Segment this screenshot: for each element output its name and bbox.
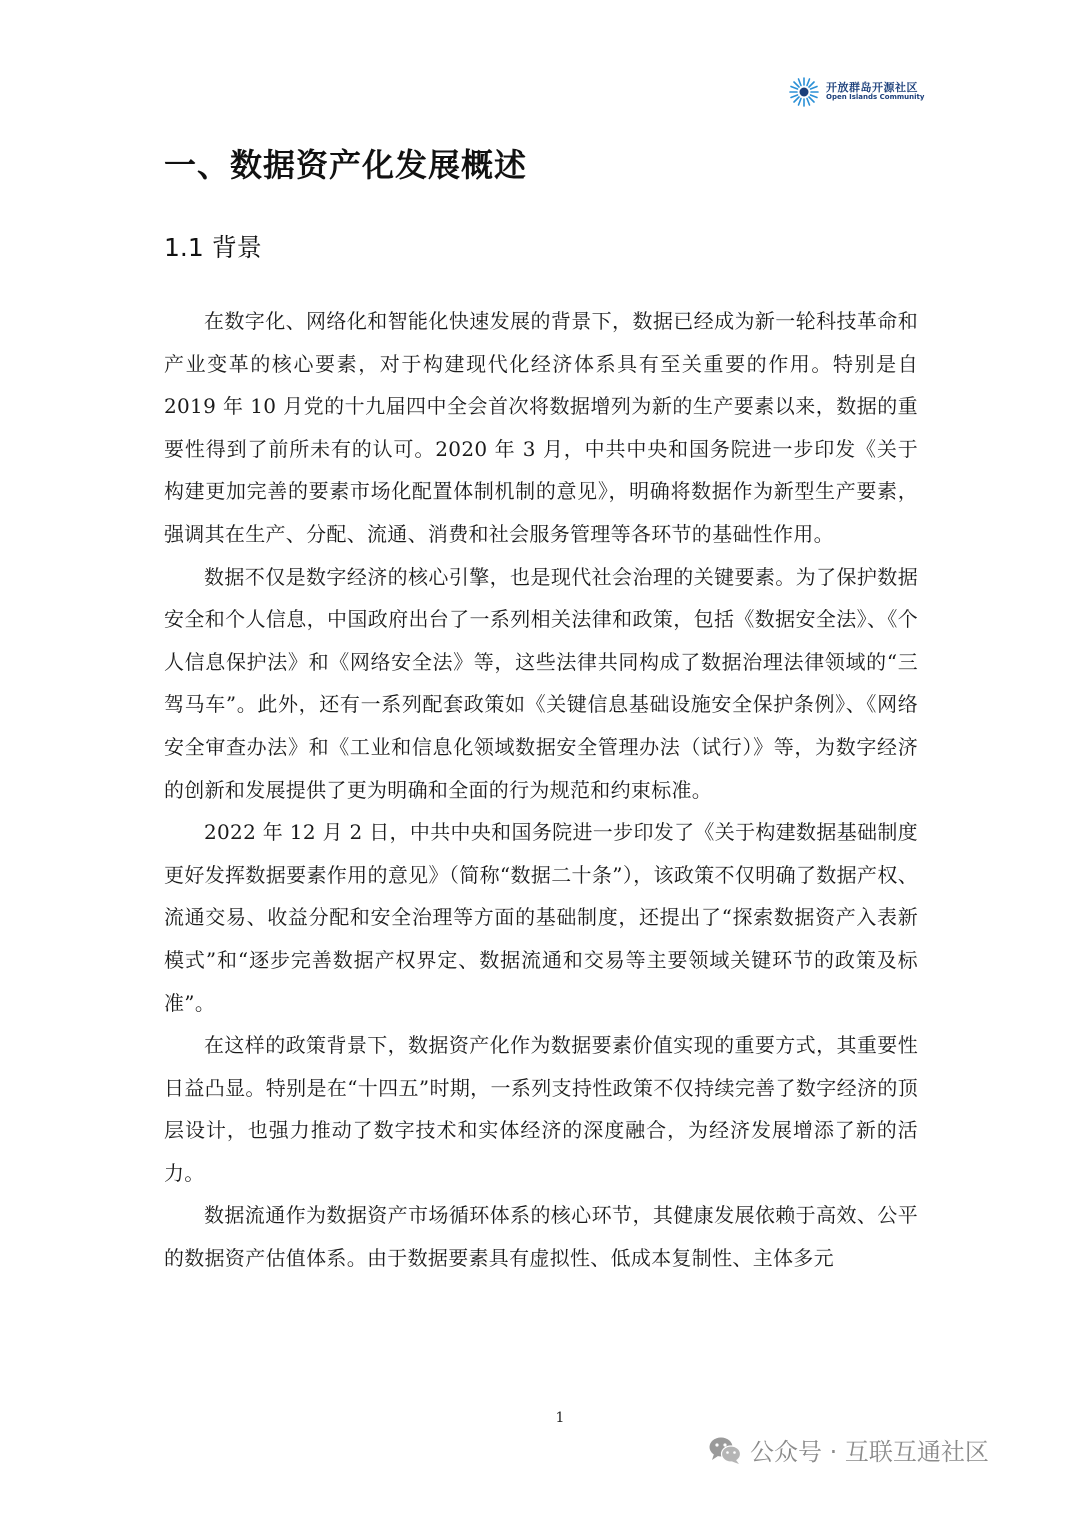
watermark-text: 公众号 · 互联互通社区 [750,1438,989,1466]
paragraph: 在这样的政策背景下，数据资产化作为数据要素价值实现的重要方式，其重要性日益凸显。特别是在“十四五”时期，一系列支持性政策不仅持续完善了数字经济的顶层设计，也强力推动了数字技术和实体经济的深度融合，为经济发展增添了新的活力。 [164,1033,918,1185]
wechat-icon [708,1435,742,1465]
paragraph: 数据流通作为数据资产市场循环体系的核心环节，其健康发展依赖于高效、公平的数据资产估值体系。由于数据要素具有虚拟性、低成本复制性、主体多元 [164,1203,918,1271]
logo-chinese-name: 开放群岛开源社区 [826,81,918,95]
paragraph: 在数字化、网络化和智能化快速发展的背景下，数据已经成为新一轮科技革命和产业变革的核心要素，对于构建现代化经济体系具有至关重要的作用。特别是自 2019 年 10 月党的十九届四中全会首次将数据增列为新的生产要素以来，数据的重要性得到了前所未有的认可。2020 年 3 月，中共中央和国务院进一步印发《关于构建更加完善的要素市场化配置体制机制的意见》，明确将数据作为新型生产要素，强调其在生产、分配、流通、消费和社会服务管理等各环节的基础性作用。 [164,309,918,546]
subsection-heading: 1.1 背景 [164,233,262,262]
document-body [164,300,918,1280]
wechat-watermark [708,1432,989,1467]
section-heading: 一、数据资产化发展概述 [164,146,528,184]
logo-english-name: Open Islands Community [826,93,925,102]
paragraph: 2022 年 12 月 2 日，中共中央和国务院进一步印发了《关于构建数据基础制度更好发挥数据要素作用的意见》（简称“数据二十条”），该政策不仅明确了数据产权、流通交易、收益分配和安全治理等方面的基础制度，还提出了“探索数据资产入表新模式”和“逐步完善数据产权界定、数据流通和交易等主要领域关键环节的政策及标准”。 [164,820,918,1015]
community-logo [788,76,924,108]
paragraph: 数据不仅是数字经济的核心引擎，也是现代社会治理的关键要素。为了保护数据安全和个人信息，中国政府出台了一系列相关法律和政策，包括《数据安全法》、《个人信息保护法》和《网络安全法》等，这些法律共同构成了数据治理法律领域的“三驾马车”。此外，还有一系列配套政策如《关键信息基础设施安全保护条例》、《网络安全审查办法》和《工业和信息化领域数据安全管理办法（试行）》等，为数字经济的创新和发展提供了更为明确和全面的行为规范和约束标准。 [164,564,918,802]
starburst-logo-icon [788,76,820,108]
page-number: 1 [555,1410,565,1426]
